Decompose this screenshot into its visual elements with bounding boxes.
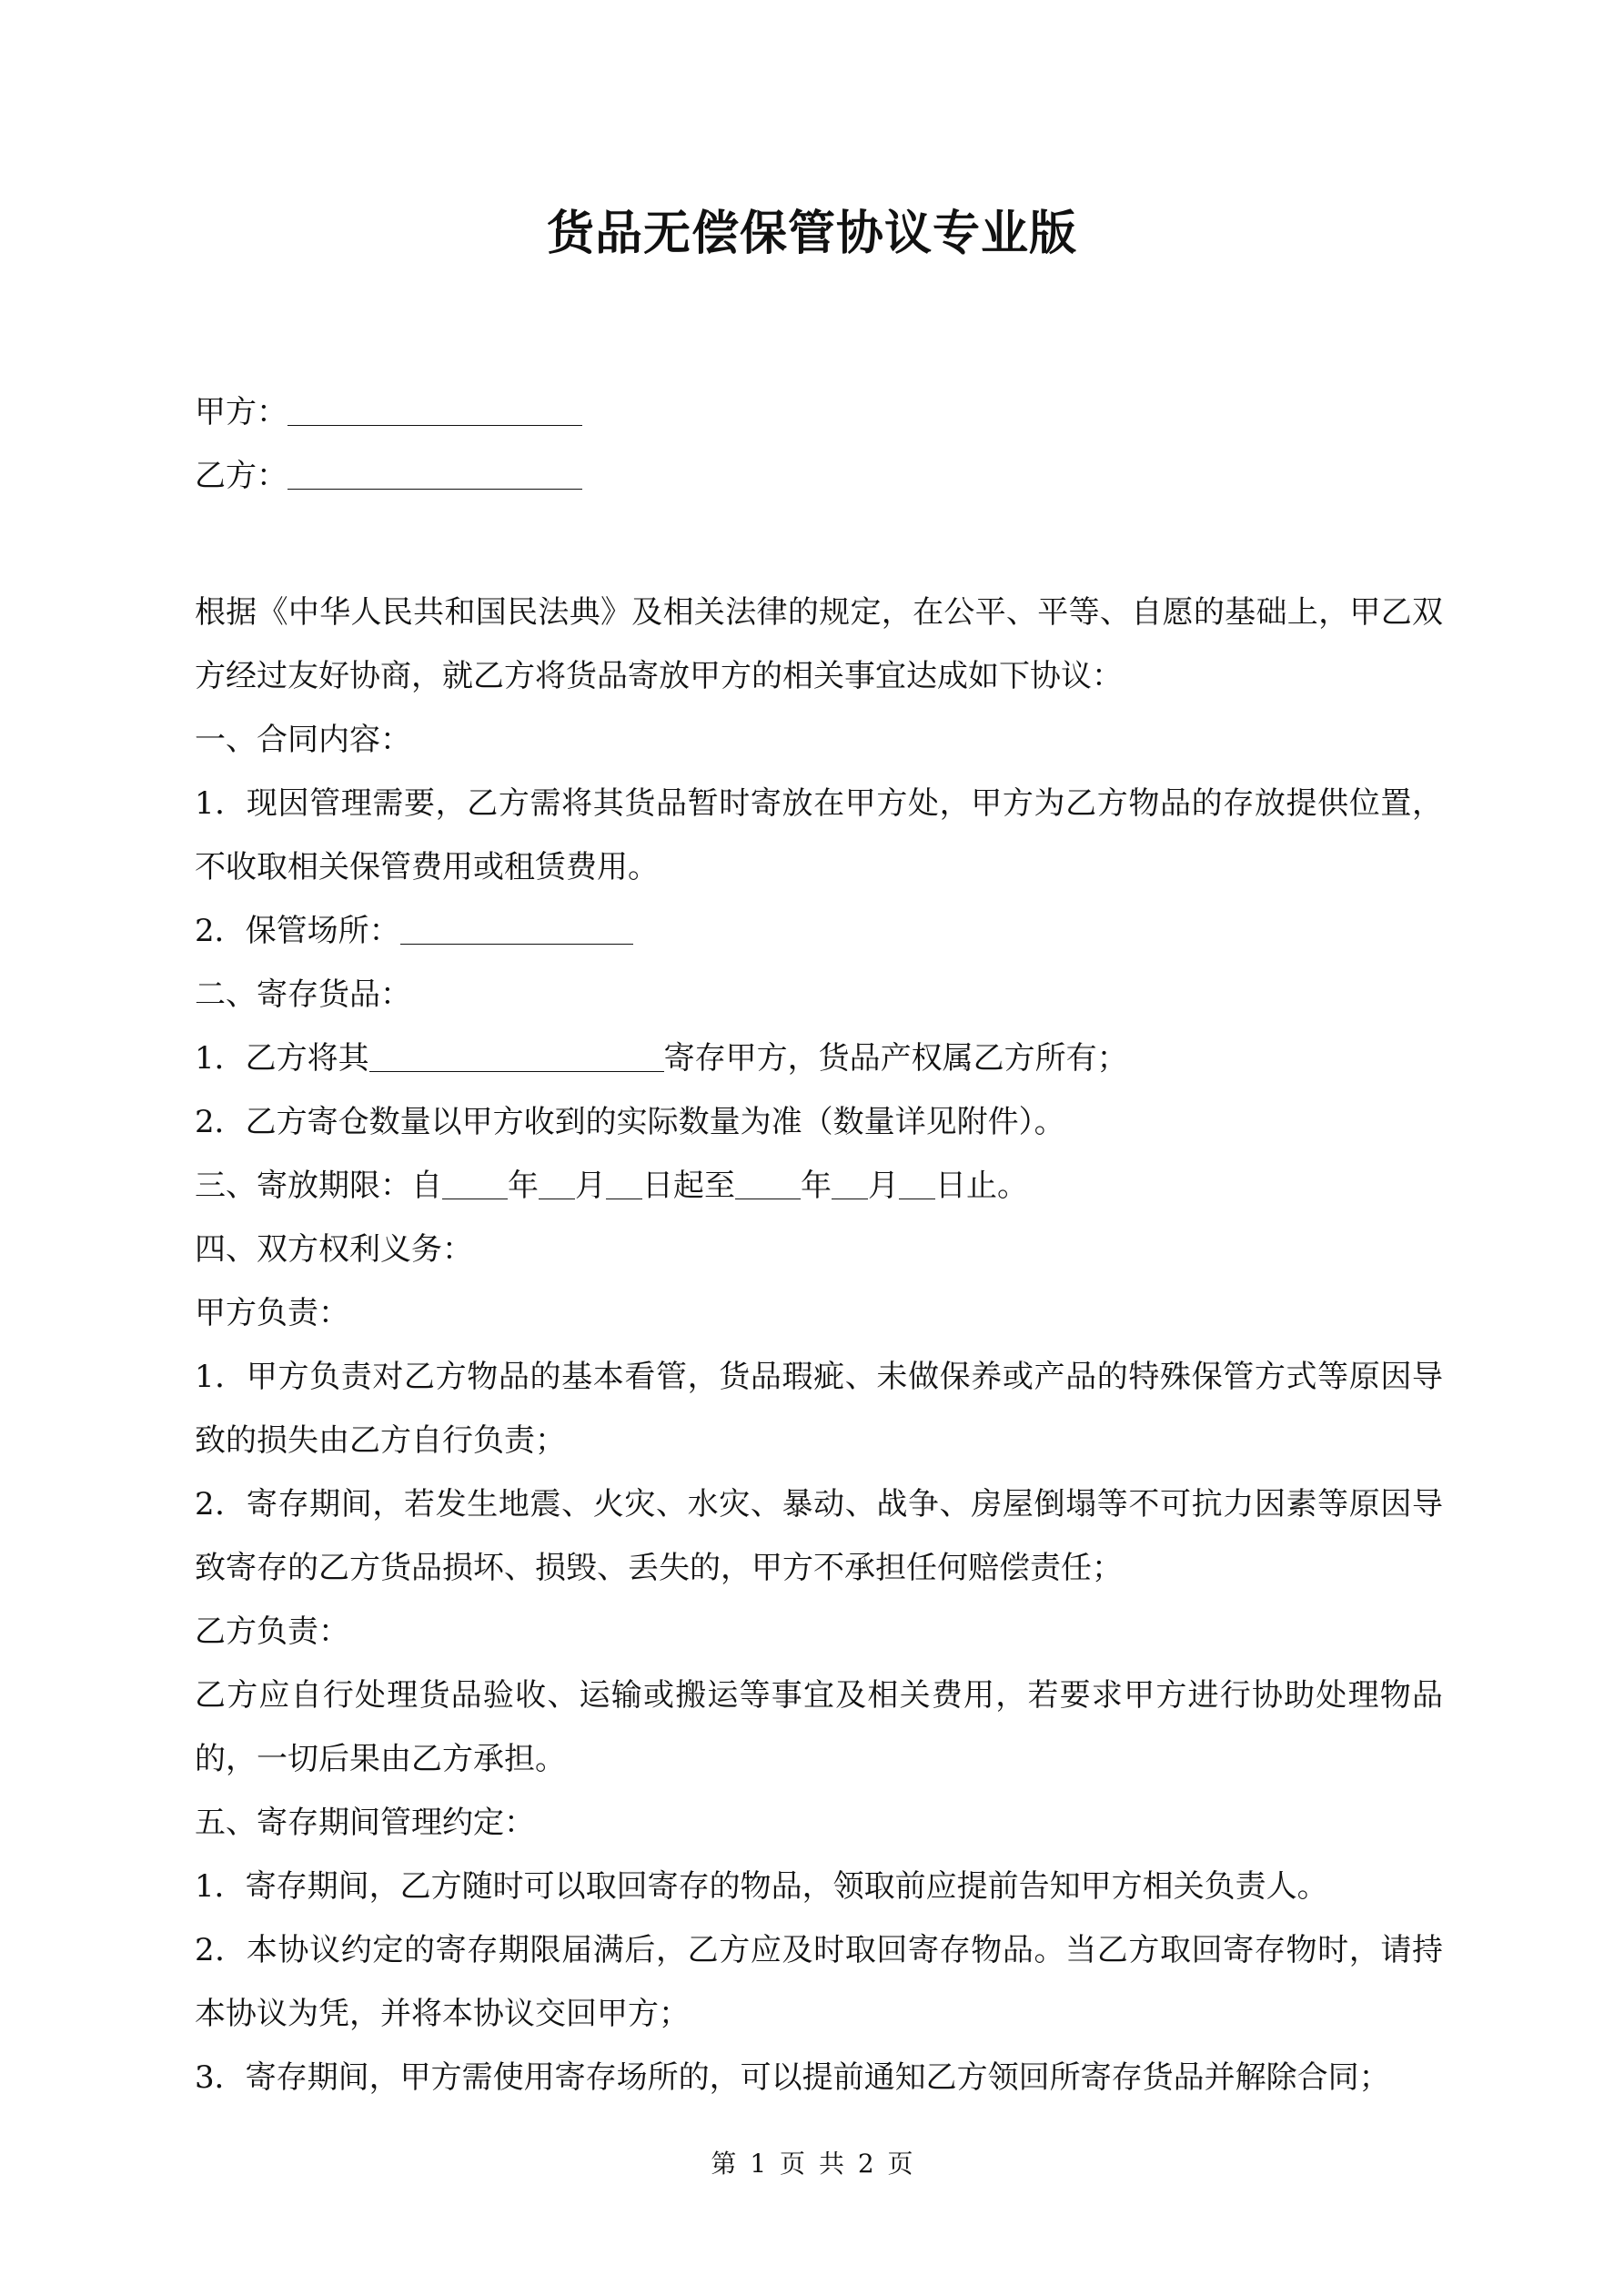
party-b-duty-text: 乙方应自行处理货品验收、运输或搬运等事宜及相关费用，若要求甲方进行协助处理物品的，一切后果由乙方承担。: [195, 1677, 1443, 1777]
storage-place-label: 2．保管场所：: [195, 913, 400, 949]
document-title: 货品无偿保管协议专业版: [546, 206, 1077, 261]
party-b-line: [195, 453, 582, 499]
section-4-heading: 四、双方权利义务：: [195, 1231, 473, 1268]
section-2-heading: 二、寄存货品：: [195, 976, 411, 1013]
section-5-heading: 五、寄存期间管理约定：: [195, 1805, 535, 1841]
end-day-blank: [899, 1168, 935, 1199]
start-day-blank: [606, 1168, 642, 1199]
section-5-item-2: 2．本协议约定的寄存期限届满后，乙方应及时取回寄存物品。当乙方取回寄存物时，请持本协议为凭，并将本协议交回甲方；: [195, 1932, 1443, 2032]
storage-place-blank: [400, 913, 633, 945]
section-5-item-1: 1．寄存期间，乙方随时可以取回寄存的物品，领取前应提前告知甲方相关负责人。: [195, 1868, 1328, 1905]
party-a-line: [195, 389, 582, 435]
section-1-item-2: [195, 899, 1443, 963]
end-year-blank: [735, 1168, 801, 1199]
end-month-blank: [832, 1168, 868, 1199]
document-body: [195, 581, 1443, 2109]
party-a-label: 甲方：: [195, 394, 287, 430]
page-footer: 第 1 页 共 2 页: [711, 2149, 913, 2179]
start-year-label: 年: [508, 1168, 539, 1204]
section-2-item-2: 2．乙方寄仓数量以甲方收到的实际数量为准（数量详见附件）。: [195, 1104, 1065, 1140]
section-5-item-3: 3．寄存期间，甲方需使用寄存场所的，可以提前通知乙方领回所寄存货品并解除合同；: [195, 2059, 1390, 2096]
start-day-label: 日起至: [642, 1168, 735, 1204]
end-month-label: 月: [868, 1168, 899, 1204]
goods-blank: [369, 1040, 664, 1072]
end-day-label: 日止。: [935, 1168, 1028, 1204]
period-pre: 三、寄放期限：自: [195, 1168, 442, 1204]
preamble: 根据《中华人民共和国民法典》及相关法律的规定，在公平、平等、自愿的基础上，甲乙双方经过友好协商，就乙方将货品寄放甲方的相关事宜达成如下协议：: [195, 594, 1443, 694]
party-b-label: 乙方：: [195, 458, 287, 494]
party-a-blank: [287, 394, 582, 426]
section-3-period: [195, 1154, 1443, 1218]
party-b-duties-heading: 乙方负责：: [195, 1613, 349, 1650]
party-b-blank: [287, 458, 582, 490]
party-a-duties-heading: 甲方负责：: [195, 1295, 349, 1331]
party-a-duty-1: 1．甲方负责对乙方物品的基本看管，货品瑕疵、未做保养或产品的特殊保管方式等原因导致的损失由乙方自行负责；: [195, 1359, 1443, 1459]
end-year-label: 年: [801, 1168, 832, 1204]
section-2-item-1: [195, 1027, 1443, 1090]
section-1-item-1: 1．现因管理需要，乙方需将其货品暂时寄放在甲方处，甲方为乙方物品的存放提供位置，不收取相关保管费用或租赁费用。: [195, 785, 1443, 885]
start-month-blank: [539, 1168, 575, 1199]
start-year-blank: [442, 1168, 508, 1199]
goods-pre: 1．乙方将其: [195, 1040, 369, 1077]
party-a-duty-2: 2．寄存期间，若发生地震、火灾、水灾、暴动、战争、房屋倒塌等不可抗力因素等原因导致寄存的乙方货品损坏、损毁、丢失的，甲方不承担任何赔偿责任；: [195, 1486, 1443, 1586]
start-month-label: 月: [575, 1168, 606, 1204]
section-1-heading: 一、合同内容：: [195, 722, 411, 758]
goods-post: 寄存甲方，货品产权属乙方所有；: [663, 1040, 1128, 1077]
